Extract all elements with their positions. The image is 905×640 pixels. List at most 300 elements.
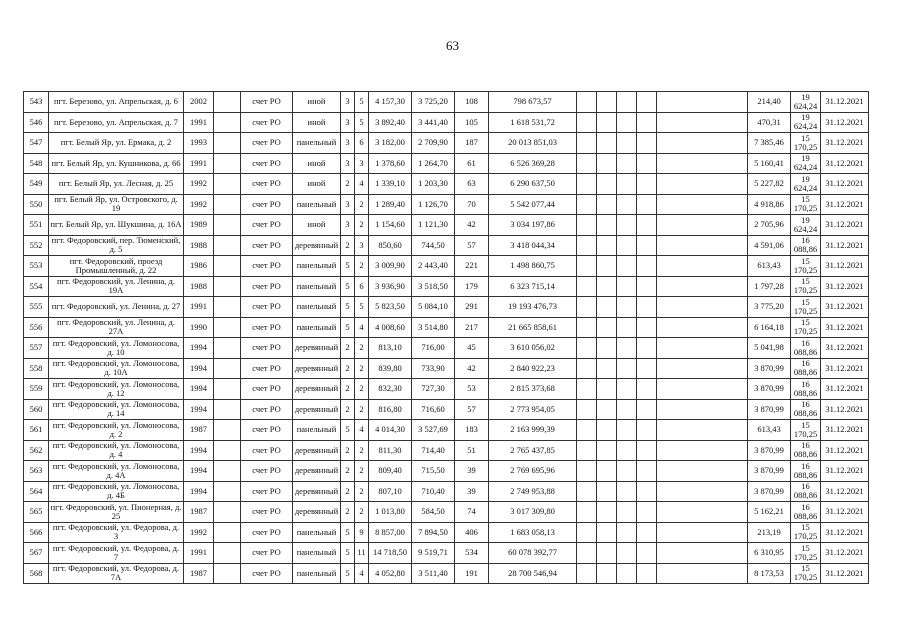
wall-material-cell: панельный — [293, 563, 341, 584]
total-cost-cell: 798 673,57 — [489, 92, 577, 113]
entrances-cell: 11 — [355, 543, 369, 564]
total-cost-cell: 20 013 851,03 — [489, 133, 577, 154]
row-number: 566 — [24, 522, 49, 543]
residents-cell: 39 — [455, 461, 489, 482]
floors-cell: 2 — [341, 235, 355, 256]
work-type-cell — [597, 461, 617, 482]
fund-method-cell: счет РО — [241, 338, 293, 359]
total-area-cell: 832,30 — [369, 379, 412, 400]
residents-cell: 191 — [455, 563, 489, 584]
table-row — [24, 563, 869, 584]
row-number: 548 — [24, 153, 49, 174]
max-unit-cost-cell: 19 624,24 — [791, 174, 821, 195]
unit-cost-cell: 3 870,99 — [748, 399, 791, 420]
wall-material-cell: деревянный — [293, 440, 341, 461]
work-type-cell — [597, 235, 617, 256]
work-type-cell — [577, 112, 597, 133]
row-number: 553 — [24, 256, 49, 277]
blank-cell — [214, 358, 241, 379]
work-type-cell — [597, 215, 617, 236]
work-type-cell — [637, 563, 657, 584]
floors-cell: 3 — [341, 153, 355, 174]
work-type-cell — [657, 112, 748, 133]
total-area-cell: 850,60 — [369, 235, 412, 256]
entrances-cell: 6 — [355, 276, 369, 297]
max-unit-cost-cell: 16 088,86 — [791, 481, 821, 502]
max-unit-cost-cell: 16 088,86 — [791, 502, 821, 523]
work-type-cell — [637, 440, 657, 461]
living-area-cell: 2 443,40 — [412, 256, 455, 277]
year-built-cell: 1989 — [184, 215, 214, 236]
table-row — [24, 235, 869, 256]
living-area-cell: 584,50 — [412, 502, 455, 523]
table-row — [24, 112, 869, 133]
work-type-cell — [617, 133, 637, 154]
wall-material-cell: иной — [293, 112, 341, 133]
address-cell: пгт. Федоровский, ул. Ленина, д. 27А — [49, 317, 184, 338]
completion-date-cell: 31.12.2021 — [821, 112, 869, 133]
unit-cost-cell: 3 870,99 — [748, 379, 791, 400]
table-row — [24, 194, 869, 215]
work-type-cell — [597, 543, 617, 564]
living-area-cell: 1 203,30 — [412, 174, 455, 195]
fund-method-cell: счет РО — [241, 276, 293, 297]
row-number: 563 — [24, 461, 49, 482]
completion-date-cell: 31.12.2021 — [821, 543, 869, 564]
total-cost-cell: 2 749 953,88 — [489, 481, 577, 502]
fund-method-cell: счет РО — [241, 522, 293, 543]
table-row — [24, 420, 869, 441]
work-type-cell — [657, 276, 748, 297]
completion-date-cell: 31.12.2021 — [821, 420, 869, 441]
living-area-cell: 3 511,40 — [412, 563, 455, 584]
residents-cell: 70 — [455, 194, 489, 215]
year-built-cell: 1994 — [184, 461, 214, 482]
address-cell: пгт. Федоровский, ул. Ломоносова, д. 4А — [49, 461, 184, 482]
work-type-cell — [577, 522, 597, 543]
floors-cell: 2 — [341, 481, 355, 502]
work-type-cell — [617, 153, 637, 174]
living-area-cell: 9 519,71 — [412, 543, 455, 564]
work-type-cell — [577, 440, 597, 461]
completion-date-cell: 31.12.2021 — [821, 153, 869, 174]
work-type-cell — [637, 379, 657, 400]
year-built-cell: 1988 — [184, 235, 214, 256]
entrances-cell: 2 — [355, 256, 369, 277]
total-area-cell: 5 823,50 — [369, 297, 412, 318]
unit-cost-cell: 613,43 — [748, 420, 791, 441]
blank-cell — [214, 194, 241, 215]
residents-cell: 105 — [455, 112, 489, 133]
address-cell: пгт. Федоровский, ул. Ломоносова, д. 4 — [49, 440, 184, 461]
work-type-cell — [617, 399, 637, 420]
total-cost-cell: 6 290 637,50 — [489, 174, 577, 195]
residents-cell: 42 — [455, 215, 489, 236]
fund-method-cell: счет РО — [241, 420, 293, 441]
work-type-cell — [617, 502, 637, 523]
unit-cost-cell: 213,19 — [748, 522, 791, 543]
address-cell: пгт. Федоровский, ул. Ленина, д. 27 — [49, 297, 184, 318]
fund-method-cell: счет РО — [241, 481, 293, 502]
total-area-cell: 807,10 — [369, 481, 412, 502]
max-unit-cost-cell: 15 170,25 — [791, 522, 821, 543]
fund-method-cell: счет РО — [241, 358, 293, 379]
work-type-cell — [577, 563, 597, 584]
wall-material-cell: панельный — [293, 317, 341, 338]
fund-method-cell: счет РО — [241, 379, 293, 400]
row-number: 562 — [24, 440, 49, 461]
unit-cost-cell: 4 591,06 — [748, 235, 791, 256]
work-type-cell — [657, 481, 748, 502]
work-type-cell — [577, 153, 597, 174]
blank-cell — [214, 317, 241, 338]
residents-cell: 39 — [455, 481, 489, 502]
unit-cost-cell: 3 870,99 — [748, 461, 791, 482]
housing-register-table — [23, 91, 869, 584]
entrances-cell: 2 — [355, 215, 369, 236]
work-type-cell — [597, 317, 617, 338]
fund-method-cell: счет РО — [241, 174, 293, 195]
table-row — [24, 317, 869, 338]
floors-cell: 5 — [341, 522, 355, 543]
work-type-cell — [637, 522, 657, 543]
address-cell: пгт. Федоровский, ул. Ломоносова, д. 12 — [49, 379, 184, 400]
work-type-cell — [597, 153, 617, 174]
residents-cell: 187 — [455, 133, 489, 154]
work-type-cell — [617, 174, 637, 195]
address-cell: пгт. Федоровский, ул. Ленина, д. 19А — [49, 276, 184, 297]
blank-cell — [214, 502, 241, 523]
fund-method-cell: счет РО — [241, 563, 293, 584]
unit-cost-cell: 5 160,41 — [748, 153, 791, 174]
total-cost-cell: 3 017 309,80 — [489, 502, 577, 523]
fund-method-cell: счет РО — [241, 297, 293, 318]
floors-cell: 3 — [341, 215, 355, 236]
completion-date-cell: 31.12.2021 — [821, 194, 869, 215]
blank-cell — [214, 112, 241, 133]
year-built-cell: 1987 — [184, 502, 214, 523]
work-type-cell — [637, 194, 657, 215]
total-cost-cell: 2 840 922,23 — [489, 358, 577, 379]
year-built-cell: 1992 — [184, 194, 214, 215]
living-area-cell: 1 264,70 — [412, 153, 455, 174]
work-type-cell — [597, 522, 617, 543]
work-type-cell — [597, 420, 617, 441]
completion-date-cell: 31.12.2021 — [821, 440, 869, 461]
residents-cell: 45 — [455, 338, 489, 359]
work-type-cell — [657, 420, 748, 441]
entrances-cell: 2 — [355, 358, 369, 379]
row-number: 549 — [24, 174, 49, 195]
living-area-cell: 716,00 — [412, 338, 455, 359]
row-number: 561 — [24, 420, 49, 441]
completion-date-cell: 31.12.2021 — [821, 92, 869, 113]
fund-method-cell: счет РО — [241, 112, 293, 133]
blank-cell — [214, 420, 241, 441]
total-cost-cell: 60 078 392,77 — [489, 543, 577, 564]
work-type-cell — [637, 481, 657, 502]
address-cell: пгт. Федоровский, ул. Ломоносова, д. 10А — [49, 358, 184, 379]
year-built-cell: 1994 — [184, 481, 214, 502]
completion-date-cell: 31.12.2021 — [821, 174, 869, 195]
floors-cell: 3 — [341, 194, 355, 215]
work-type-cell — [657, 194, 748, 215]
max-unit-cost-cell: 15 170,25 — [791, 133, 821, 154]
table-body — [24, 92, 869, 584]
work-type-cell — [617, 543, 637, 564]
year-built-cell: 1986 — [184, 256, 214, 277]
work-type-cell — [617, 379, 637, 400]
row-number: 555 — [24, 297, 49, 318]
floors-cell: 2 — [341, 440, 355, 461]
completion-date-cell: 31.12.2021 — [821, 297, 869, 318]
residents-cell: 291 — [455, 297, 489, 318]
entrances-cell: 2 — [355, 194, 369, 215]
fund-method-cell: счет РО — [241, 543, 293, 564]
year-built-cell: 1987 — [184, 563, 214, 584]
year-built-cell: 1992 — [184, 522, 214, 543]
unit-cost-cell: 6 310,95 — [748, 543, 791, 564]
work-type-cell — [577, 235, 597, 256]
work-type-cell — [657, 153, 748, 174]
work-type-cell — [637, 317, 657, 338]
work-type-cell — [657, 522, 748, 543]
work-type-cell — [657, 133, 748, 154]
work-type-cell — [617, 358, 637, 379]
row-number: 567 — [24, 543, 49, 564]
unit-cost-cell: 3 775,20 — [748, 297, 791, 318]
row-number: 551 — [24, 215, 49, 236]
floors-cell: 2 — [341, 174, 355, 195]
blank-cell — [214, 297, 241, 318]
row-number: 565 — [24, 502, 49, 523]
work-type-cell — [657, 256, 748, 277]
total-area-cell: 1 289,40 — [369, 194, 412, 215]
total-area-cell: 14 718,50 — [369, 543, 412, 564]
total-area-cell: 3 009,90 — [369, 256, 412, 277]
living-area-cell: 1 126,70 — [412, 194, 455, 215]
floors-cell: 5 — [341, 276, 355, 297]
work-type-cell — [637, 338, 657, 359]
living-area-cell: 733,90 — [412, 358, 455, 379]
total-cost-cell: 21 665 858,61 — [489, 317, 577, 338]
completion-date-cell: 31.12.2021 — [821, 522, 869, 543]
fund-method-cell: счет РО — [241, 153, 293, 174]
fund-method-cell: счет РО — [241, 440, 293, 461]
work-type-cell — [637, 420, 657, 441]
fund-method-cell: счет РО — [241, 92, 293, 113]
unit-cost-cell: 214,40 — [748, 92, 791, 113]
row-number: 564 — [24, 481, 49, 502]
table-row — [24, 502, 869, 523]
wall-material-cell: панельный — [293, 543, 341, 564]
table-row — [24, 256, 869, 277]
address-cell: пгт. Федоровский, ул. Ломоносова, д. 10 — [49, 338, 184, 359]
living-area-cell: 3 441,40 — [412, 112, 455, 133]
unit-cost-cell: 4 918,86 — [748, 194, 791, 215]
residents-cell: 63 — [455, 174, 489, 195]
blank-cell — [214, 399, 241, 420]
table-row — [24, 481, 869, 502]
address-cell: пгт. Белый Яр, ул. Кушникова, д. 66 — [49, 153, 184, 174]
wall-material-cell: деревянный — [293, 461, 341, 482]
table-row — [24, 174, 869, 195]
work-type-cell — [597, 358, 617, 379]
max-unit-cost-cell: 15 170,25 — [791, 543, 821, 564]
total-cost-cell: 3 034 197,86 — [489, 215, 577, 236]
blank-cell — [214, 338, 241, 359]
total-area-cell: 816,80 — [369, 399, 412, 420]
year-built-cell: 1994 — [184, 399, 214, 420]
table-row — [24, 461, 869, 482]
table-row — [24, 440, 869, 461]
residents-cell: 179 — [455, 276, 489, 297]
table-row — [24, 297, 869, 318]
work-type-cell — [637, 502, 657, 523]
address-cell: пгт. Белый Яр, ул. Шукшина, д. 16А — [49, 215, 184, 236]
work-type-cell — [637, 92, 657, 113]
total-area-cell: 4 014,30 — [369, 420, 412, 441]
address-cell: пгт. Белый Яр, ул. Островского, д. 19 — [49, 194, 184, 215]
work-type-cell — [577, 174, 597, 195]
completion-date-cell: 31.12.2021 — [821, 399, 869, 420]
year-built-cell: 1994 — [184, 338, 214, 359]
work-type-cell — [617, 420, 637, 441]
total-cost-cell: 1 683 058,13 — [489, 522, 577, 543]
entrances-cell: 5 — [355, 92, 369, 113]
max-unit-cost-cell: 16 088,86 — [791, 235, 821, 256]
row-number: 543 — [24, 92, 49, 113]
address-cell: пгт. Березово, ул. Апрельская, д. 7 — [49, 112, 184, 133]
floors-cell: 3 — [341, 133, 355, 154]
work-type-cell — [657, 297, 748, 318]
work-type-cell — [637, 112, 657, 133]
work-type-cell — [597, 440, 617, 461]
unit-cost-cell: 6 164,18 — [748, 317, 791, 338]
living-area-cell: 3 725,20 — [412, 92, 455, 113]
address-cell: пгт. Федоровский, ул. Федорова, д. 7 — [49, 543, 184, 564]
work-type-cell — [577, 358, 597, 379]
wall-material-cell: деревянный — [293, 379, 341, 400]
blank-cell — [214, 215, 241, 236]
living-area-cell: 1 121,30 — [412, 215, 455, 236]
work-type-cell — [617, 235, 637, 256]
total-area-cell: 809,40 — [369, 461, 412, 482]
year-built-cell: 1991 — [184, 297, 214, 318]
living-area-cell: 2 709,90 — [412, 133, 455, 154]
work-type-cell — [637, 235, 657, 256]
total-area-cell: 3 892,40 — [369, 112, 412, 133]
residents-cell: 57 — [455, 399, 489, 420]
work-type-cell — [597, 133, 617, 154]
max-unit-cost-cell: 15 170,25 — [791, 563, 821, 584]
work-type-cell — [577, 133, 597, 154]
table-row — [24, 338, 869, 359]
work-type-cell — [657, 317, 748, 338]
table-row — [24, 522, 869, 543]
total-area-cell: 4 052,80 — [369, 563, 412, 584]
blank-cell — [214, 153, 241, 174]
work-type-cell — [577, 379, 597, 400]
blank-cell — [214, 174, 241, 195]
unit-cost-cell: 3 870,99 — [748, 358, 791, 379]
total-cost-cell: 6 323 715,14 — [489, 276, 577, 297]
max-unit-cost-cell: 15 170,25 — [791, 194, 821, 215]
max-unit-cost-cell: 19 624,24 — [791, 153, 821, 174]
max-unit-cost-cell: 16 088,86 — [791, 338, 821, 359]
max-unit-cost-cell: 16 088,86 — [791, 461, 821, 482]
entrances-cell: 2 — [355, 502, 369, 523]
living-area-cell: 3 518,50 — [412, 276, 455, 297]
unit-cost-cell: 7 385,46 — [748, 133, 791, 154]
fund-method-cell: счет РО — [241, 317, 293, 338]
work-type-cell — [617, 92, 637, 113]
work-type-cell — [617, 317, 637, 338]
address-cell: пгт. Федоровский, ул. Федорова, д. 3 — [49, 522, 184, 543]
table-row — [24, 379, 869, 400]
wall-material-cell: деревянный — [293, 399, 341, 420]
row-number: 558 — [24, 358, 49, 379]
work-type-cell — [657, 174, 748, 195]
table-row — [24, 276, 869, 297]
table-row — [24, 153, 869, 174]
row-number: 559 — [24, 379, 49, 400]
unit-cost-cell: 1 797,28 — [748, 276, 791, 297]
work-type-cell — [637, 276, 657, 297]
max-unit-cost-cell: 19 624,24 — [791, 215, 821, 236]
entrances-cell: 6 — [355, 133, 369, 154]
row-number: 560 — [24, 399, 49, 420]
work-type-cell — [657, 563, 748, 584]
work-type-cell — [597, 297, 617, 318]
blank-cell — [214, 235, 241, 256]
work-type-cell — [637, 256, 657, 277]
wall-material-cell: панельный — [293, 420, 341, 441]
residents-cell: 53 — [455, 379, 489, 400]
work-type-cell — [577, 399, 597, 420]
unit-cost-cell: 5 041,98 — [748, 338, 791, 359]
blank-cell — [214, 543, 241, 564]
table-row — [24, 92, 869, 113]
work-type-cell — [657, 502, 748, 523]
completion-date-cell: 31.12.2021 — [821, 256, 869, 277]
year-built-cell: 1991 — [184, 543, 214, 564]
work-type-cell — [597, 112, 617, 133]
work-type-cell — [617, 112, 637, 133]
total-area-cell: 839,80 — [369, 358, 412, 379]
living-area-cell: 714,40 — [412, 440, 455, 461]
completion-date-cell: 31.12.2021 — [821, 379, 869, 400]
address-cell: пгт. Федоровский, ул. Ломоносова, д. 14 — [49, 399, 184, 420]
work-type-cell — [617, 522, 637, 543]
table-row — [24, 215, 869, 236]
wall-material-cell: иной — [293, 92, 341, 113]
work-type-cell — [657, 235, 748, 256]
work-type-cell — [617, 276, 637, 297]
work-type-cell — [577, 92, 597, 113]
floors-cell: 5 — [341, 563, 355, 584]
row-number: 568 — [24, 563, 49, 584]
work-type-cell — [577, 461, 597, 482]
address-cell: пгт. Белый Яр, ул. Ермака, д. 2 — [49, 133, 184, 154]
unit-cost-cell: 5 162,21 — [748, 502, 791, 523]
work-type-cell — [657, 215, 748, 236]
living-area-cell: 3 527,69 — [412, 420, 455, 441]
work-type-cell — [597, 174, 617, 195]
max-unit-cost-cell: 15 170,25 — [791, 420, 821, 441]
work-type-cell — [617, 256, 637, 277]
work-type-cell — [577, 276, 597, 297]
